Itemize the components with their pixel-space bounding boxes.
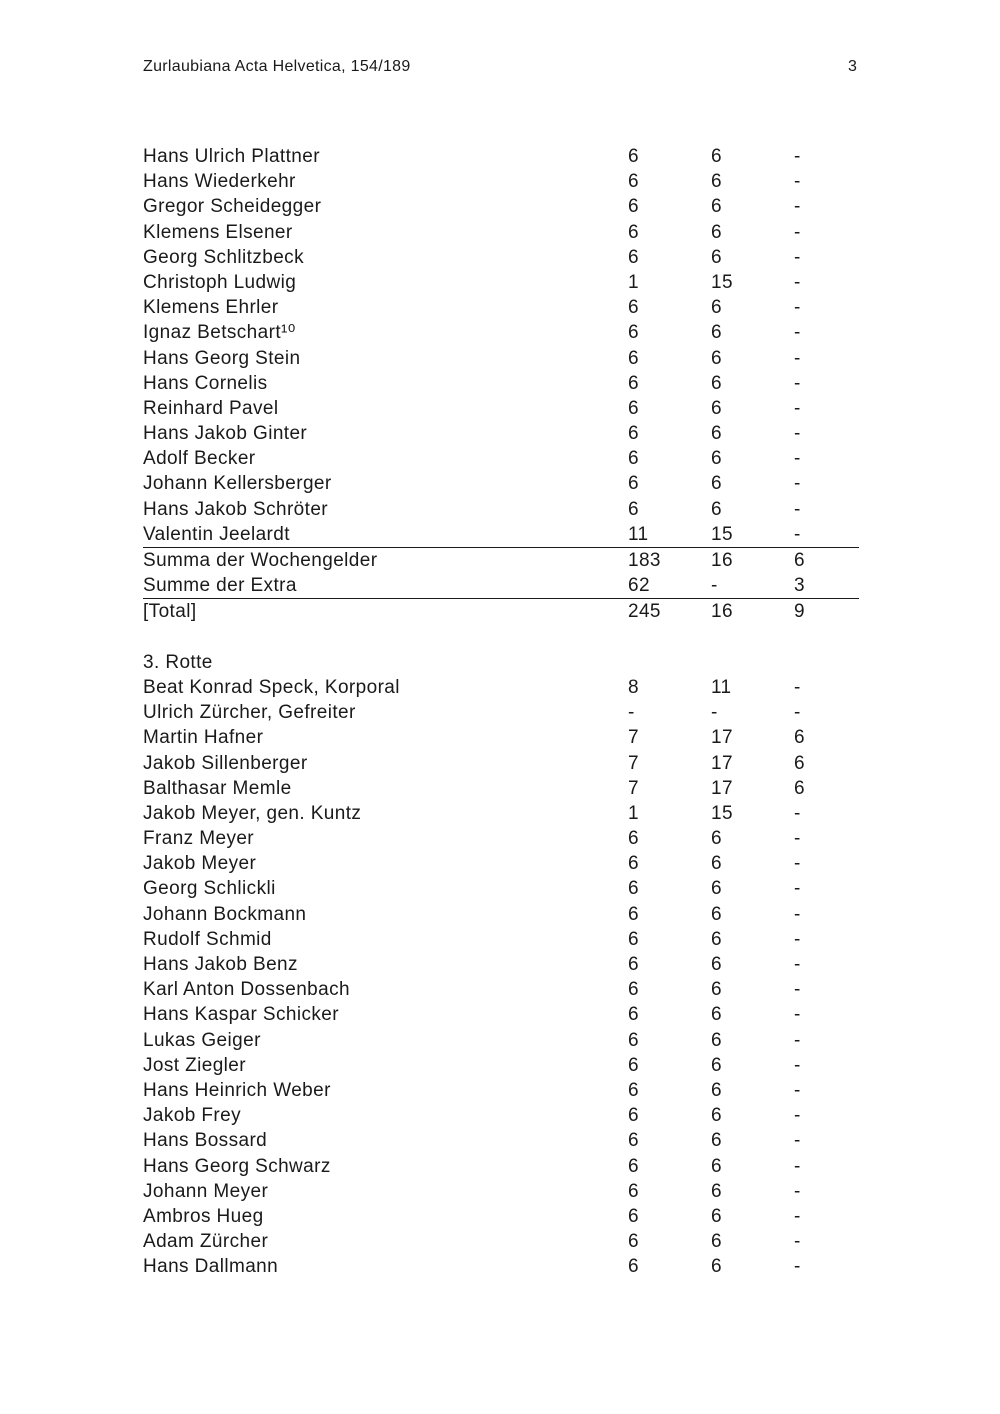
- table-row: [143, 700, 859, 725]
- row-value-2: 6: [711, 196, 722, 218]
- row-value-3: 6: [794, 777, 805, 799]
- row-name: Klemens Elsener: [143, 221, 293, 243]
- table-row: [143, 977, 859, 1002]
- row-value-1: 6: [628, 1130, 639, 1152]
- row-value-2: 6: [711, 1256, 722, 1278]
- table-row: [143, 194, 859, 219]
- row-value-1: 6: [628, 322, 639, 344]
- row-name: Ambros Hueg: [143, 1205, 264, 1227]
- table-row: [143, 725, 859, 750]
- total-row: [143, 599, 859, 624]
- row-value-3: -: [794, 372, 801, 394]
- row-value-2: 6: [711, 171, 722, 193]
- row-value-3: -: [794, 878, 801, 900]
- row-value-1: 62: [628, 575, 650, 597]
- row-value-2: 11: [711, 676, 732, 698]
- row-value-1: 6: [628, 878, 639, 900]
- row-name: Gregor Scheidegger: [143, 196, 322, 218]
- row-value-2: 6: [711, 1231, 722, 1253]
- row-name: Hans Georg Schwarz: [143, 1155, 331, 1177]
- row-name: Summe der Extra: [143, 575, 297, 597]
- row-value-3: -: [794, 954, 801, 975]
- row-value-1: 6: [628, 297, 639, 319]
- row-value-2: -: [711, 575, 718, 597]
- row-value-2: 17: [711, 777, 733, 799]
- row-value-2: 6: [711, 1004, 722, 1026]
- section-gap: [143, 625, 859, 650]
- table-row: [143, 1103, 859, 1128]
- row-value-2: 6: [711, 1155, 722, 1177]
- row-value-3: -: [794, 473, 801, 495]
- table-row: [143, 1053, 859, 1078]
- row-value-1: 6: [628, 246, 639, 268]
- row-value-2: 6: [711, 397, 722, 419]
- rotte-heading: 3. Rotte: [143, 651, 213, 673]
- row-value-2: 6: [711, 903, 722, 925]
- row-name: Rudolf Schmid: [143, 928, 272, 950]
- row-value-2: -: [711, 702, 718, 724]
- row-name: Jakob Meyer: [143, 853, 257, 875]
- table-row: [143, 371, 859, 396]
- table-row: [143, 1078, 859, 1103]
- row-value-3: -: [794, 853, 801, 875]
- row-value-3: -: [794, 1054, 801, 1076]
- row-name: Summa der Wochengelder: [143, 550, 378, 571]
- table-row: [143, 169, 859, 194]
- row-name: Martin Hafner: [143, 727, 264, 749]
- row-name: Valentin Jeelardt: [143, 523, 290, 545]
- table-row: [143, 851, 859, 876]
- row-value-1: 6: [628, 979, 639, 1001]
- row-value-3: -: [794, 196, 801, 218]
- row-value-2: 6: [711, 347, 722, 369]
- row-value-3: -: [794, 1004, 801, 1026]
- row-value-2: 6: [711, 928, 722, 950]
- row-name: Hans Bossard: [143, 1130, 268, 1152]
- row-value-3: -: [794, 297, 801, 319]
- row-name: Klemens Ehrler: [143, 297, 279, 319]
- row-value-1: 6: [628, 1054, 639, 1076]
- row-value-1: 7: [628, 777, 639, 799]
- table-row: [143, 396, 859, 421]
- row-value-1: 6: [628, 221, 639, 243]
- row-name: Hans Wiederkehr: [143, 171, 296, 193]
- row-value-3: -: [794, 676, 801, 698]
- row-name: Adam Zürcher: [143, 1231, 269, 1253]
- row-name: Jakob Frey: [143, 1105, 241, 1127]
- table-row: [143, 1154, 859, 1179]
- row-name: Hans Cornelis: [143, 372, 268, 394]
- row-value-3: 6: [794, 727, 805, 749]
- row-value-1: 6: [628, 397, 639, 419]
- row-name: Ulrich Zürcher, Gefreiter: [143, 702, 356, 724]
- row-name: [Total]: [143, 601, 197, 623]
- row-value-3: -: [794, 702, 801, 724]
- row-value-3: -: [794, 1079, 801, 1101]
- table-row: [143, 320, 859, 345]
- row-name: Jakob Sillenberger: [143, 752, 308, 774]
- row-value-2: 6: [711, 1105, 722, 1127]
- table-row: [143, 497, 859, 522]
- row-value-3: 6: [794, 550, 805, 571]
- row-name: Karl Anton Dossenbach: [143, 979, 350, 1001]
- table-row: [143, 144, 859, 169]
- row-value-1: 245: [628, 601, 661, 623]
- row-value-1: 6: [628, 498, 639, 520]
- row-name: Georg Schlitzbeck: [143, 246, 304, 268]
- row-value-1: 6: [628, 171, 639, 193]
- row-name: Hans Ulrich Plattner: [143, 146, 320, 167]
- table-row: [143, 927, 859, 952]
- row-value-2: 6: [711, 448, 722, 470]
- row-value-3: -: [794, 979, 801, 1001]
- row-value-1: 183: [628, 550, 661, 571]
- row-name: Hans Heinrich Weber: [143, 1079, 331, 1101]
- row-value-3: -: [794, 448, 801, 470]
- row-value-1: 6: [628, 928, 639, 950]
- row-value-3: -: [794, 246, 801, 268]
- row-value-1: 6: [628, 146, 639, 167]
- row-value-2: 6: [711, 322, 722, 344]
- row-value-3: -: [794, 903, 801, 925]
- row-value-2: 6: [711, 1029, 722, 1051]
- row-value-3: 9: [794, 601, 805, 623]
- row-value-1: 6: [628, 473, 639, 495]
- table-row: [143, 826, 859, 851]
- row-value-3: -: [794, 523, 801, 545]
- table-row: [143, 751, 859, 776]
- table-row: [143, 270, 859, 295]
- row-value-3: -: [794, 1180, 801, 1202]
- row-value-3: -: [794, 171, 801, 193]
- table-row: [143, 1002, 859, 1027]
- page-number: 3: [848, 58, 858, 75]
- row-value-1: 6: [628, 196, 639, 218]
- row-value-1: 6: [628, 828, 639, 850]
- row-value-1: 7: [628, 752, 639, 774]
- row-name: Adolf Becker: [143, 448, 256, 470]
- table-row: [143, 1254, 859, 1279]
- row-name: Ignaz Betschart¹⁰: [143, 322, 296, 344]
- row-name: Hans Kaspar Schicker: [143, 1004, 339, 1026]
- row-value-2: 6: [711, 498, 722, 520]
- row-value-2: 6: [711, 1130, 722, 1152]
- row-value-2: 15: [711, 523, 733, 545]
- table-row: [143, 801, 859, 826]
- row-value-3: -: [794, 1155, 801, 1177]
- row-value-1: 6: [628, 448, 639, 470]
- row-value-1: 6: [628, 853, 639, 875]
- row-name: Hans Georg Stein: [143, 347, 301, 369]
- row-name: Hans Dallmann: [143, 1256, 279, 1278]
- table-row: [143, 1128, 859, 1153]
- row-value-1: 1: [628, 271, 639, 293]
- row-value-1: 6: [628, 1256, 639, 1278]
- row-value-2: 6: [711, 853, 722, 875]
- row-value-1: 6: [628, 1004, 639, 1026]
- row-name: Franz Meyer: [143, 828, 255, 850]
- row-value-2: 6: [711, 423, 722, 445]
- row-name: Georg Schlickli: [143, 878, 276, 900]
- row-value-1: 8: [628, 676, 639, 698]
- row-value-3: -: [794, 397, 801, 419]
- row-value-2: 17: [711, 752, 733, 774]
- row-name: Johann Meyer: [143, 1180, 269, 1202]
- row-value-2: 6: [711, 221, 722, 243]
- row-value-3: 3: [794, 575, 805, 597]
- row-value-3: -: [794, 828, 801, 850]
- row-value-1: 6: [628, 1105, 639, 1127]
- row-value-1: 6: [628, 423, 639, 445]
- row-value-3: -: [794, 322, 801, 344]
- row-value-2: 16: [711, 601, 733, 623]
- row-name: Christoph Ludwig: [143, 271, 297, 293]
- row-name: Balthasar Memle: [143, 777, 292, 799]
- table-row: [143, 220, 859, 245]
- row-value-3: 6: [794, 752, 805, 774]
- row-value-1: -: [628, 702, 635, 724]
- row-value-2: 6: [711, 979, 722, 1001]
- row-value-1: 7: [628, 727, 639, 749]
- table-row: [143, 876, 859, 901]
- row-value-2: 17: [711, 727, 733, 749]
- section-1-rows: [143, 144, 859, 548]
- table-row: [143, 522, 859, 548]
- table-row: [143, 1204, 859, 1229]
- row-value-2: 6: [711, 954, 722, 975]
- row-value-2: 6: [711, 297, 722, 319]
- table-row: [143, 295, 859, 320]
- row-name: Hans Jakob Ginter: [143, 423, 308, 445]
- table-row: [143, 1229, 859, 1254]
- table-row: [143, 1028, 859, 1053]
- row-value-3: -: [794, 1205, 801, 1227]
- row-value-1: 6: [628, 954, 639, 975]
- row-value-2: 6: [711, 878, 722, 900]
- row-value-2: 6: [711, 1205, 722, 1227]
- row-value-2: 6: [711, 1054, 722, 1076]
- row-value-3: -: [794, 1029, 801, 1051]
- row-value-1: 6: [628, 903, 639, 925]
- row-value-1: 6: [628, 1180, 639, 1202]
- table-row: [143, 346, 859, 371]
- row-value-2: 6: [711, 372, 722, 394]
- row-name: Lukas Geiger: [143, 1029, 261, 1051]
- row-value-2: 16: [711, 550, 733, 571]
- row-value-1: 6: [628, 1079, 639, 1101]
- row-value-3: -: [794, 1256, 801, 1278]
- row-value-1: 6: [628, 347, 639, 369]
- row-value-3: -: [794, 1105, 801, 1127]
- row-value-1: 1: [628, 802, 639, 824]
- row-value-3: -: [794, 498, 801, 520]
- row-name: Jost Ziegler: [143, 1054, 247, 1076]
- table-row: [143, 245, 859, 270]
- row-value-2: 6: [711, 473, 722, 495]
- row-value-3: -: [794, 802, 801, 824]
- row-value-3: -: [794, 347, 801, 369]
- row-name: Reinhard Pavel: [143, 397, 279, 419]
- table-row: [143, 446, 859, 471]
- row-value-1: 6: [628, 1231, 639, 1253]
- row-value-1: 6: [628, 1205, 639, 1227]
- row-value-2: 6: [711, 828, 722, 850]
- sum-weekly-row: [143, 548, 859, 573]
- row-value-2: 6: [711, 246, 722, 268]
- row-name: Hans Jakob Schröter: [143, 498, 329, 520]
- row-value-3: -: [794, 146, 801, 167]
- row-name: Johann Kellersberger: [143, 473, 332, 495]
- row-value-3: -: [794, 271, 801, 293]
- row-value-1: 11: [628, 523, 649, 545]
- row-name: Hans Jakob Benz: [143, 954, 298, 975]
- row-value-1: 6: [628, 1029, 639, 1051]
- row-name: Beat Konrad Speck, Korporal: [143, 676, 400, 698]
- row-name: Johann Bockmann: [143, 903, 307, 925]
- table-row: [143, 952, 859, 977]
- row-value-2: 15: [711, 802, 733, 824]
- row-value-2: 6: [711, 1180, 722, 1202]
- table-row: [143, 1179, 859, 1204]
- table-row: [143, 675, 859, 700]
- row-value-3: -: [794, 1231, 801, 1253]
- row-value-2: 6: [711, 1079, 722, 1101]
- row-name: Jakob Meyer, gen. Kuntz: [143, 802, 362, 824]
- table-row: [143, 902, 859, 927]
- row-value-1: 6: [628, 1155, 639, 1177]
- row-value-1: 6: [628, 372, 639, 394]
- row-value-3: -: [794, 423, 801, 445]
- row-value-2: 6: [711, 146, 722, 167]
- row-value-3: -: [794, 1130, 801, 1152]
- sum-extra-row: [143, 573, 859, 599]
- section-heading: [143, 650, 859, 675]
- table-row: [143, 776, 859, 801]
- table-row: [143, 421, 859, 446]
- ledger-table: [143, 144, 859, 1279]
- document-title: Zurlaubiana Acta Helvetica, 154/189: [143, 58, 411, 75]
- row-value-2: 15: [711, 271, 733, 293]
- row-value-3: -: [794, 928, 801, 950]
- table-row: [143, 471, 859, 496]
- row-value-3: -: [794, 221, 801, 243]
- section-2-rows: [143, 675, 859, 1280]
